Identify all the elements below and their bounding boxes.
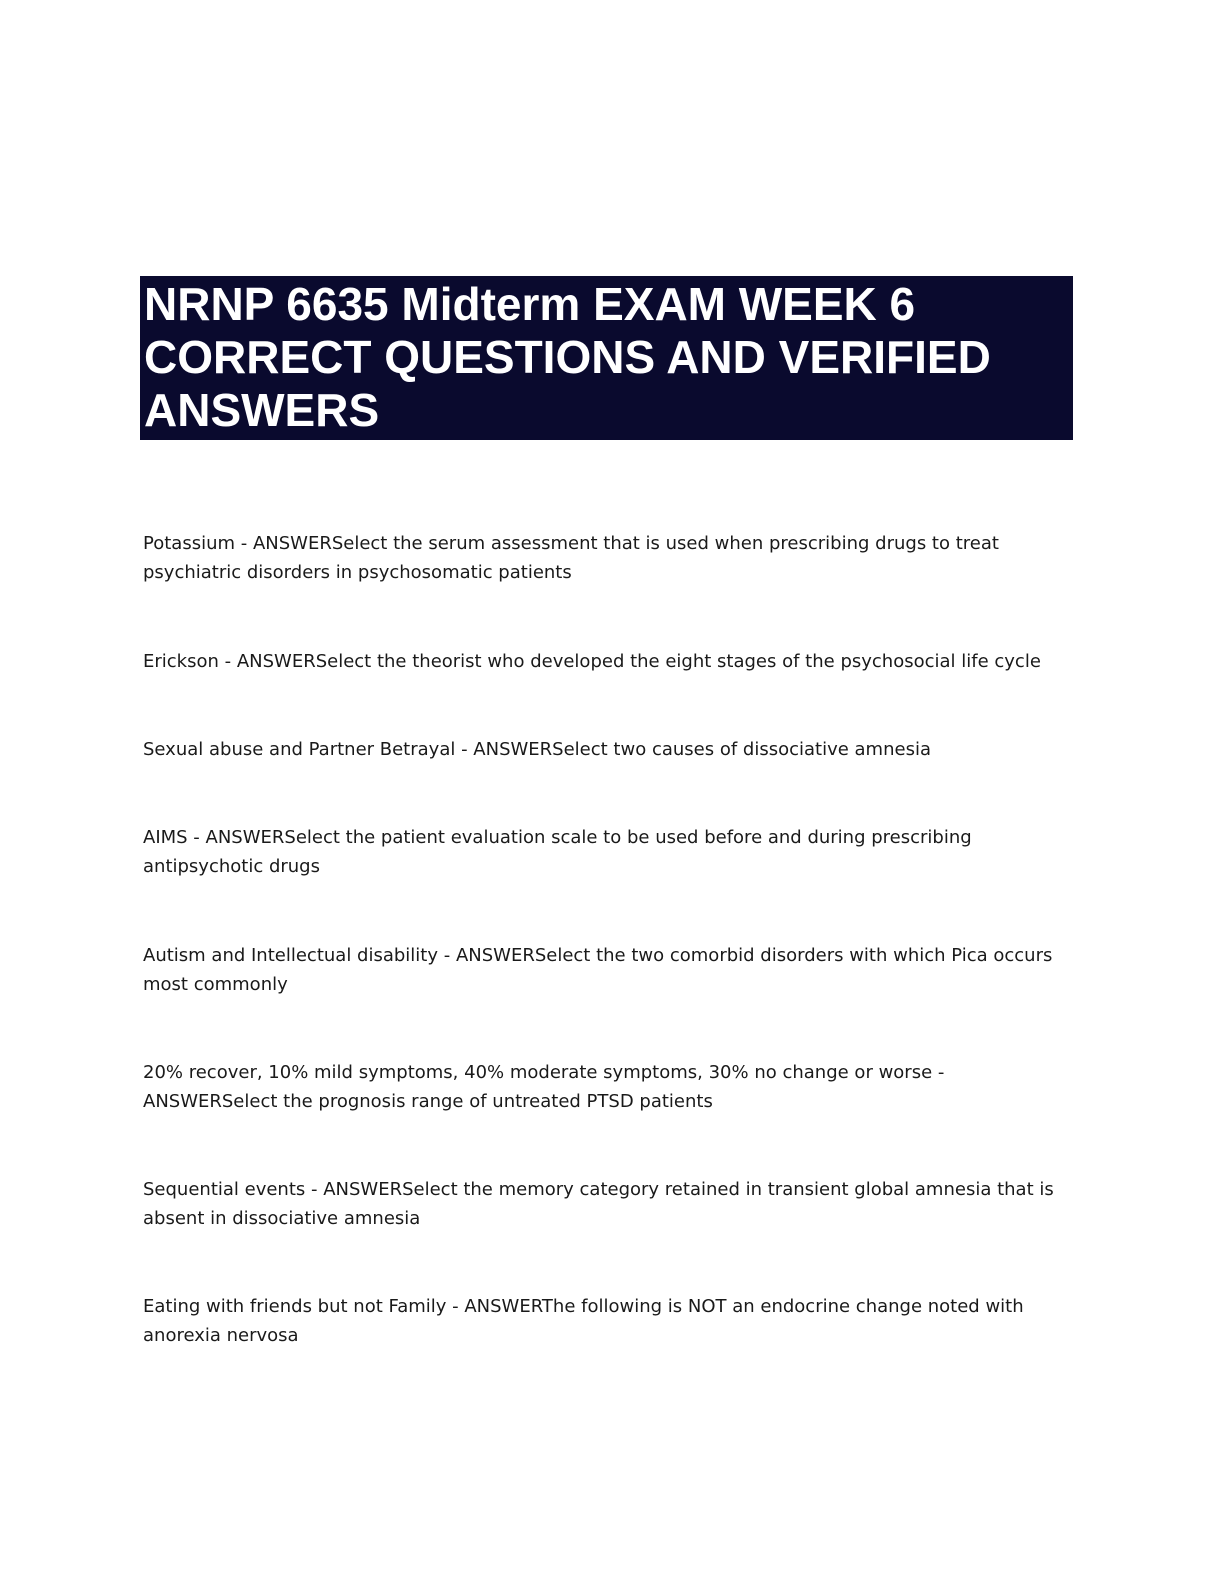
question-answer-list <box>143 529 1063 1350</box>
question-answer-item: Erickson - ANSWERSelect the theorist who developed the eight stages of the psychosocial life cycle <box>143 651 1041 672</box>
title-banner <box>140 276 1073 440</box>
document-title: NRNP 6635 Midterm EXAM WEEK 6 CORRECT QUESTIONS AND VERIFIED ANSWERS <box>144 278 991 436</box>
question-answer-item: Sequential events - ANSWERSelect the memory category retained in transient global amnesia that is absent in dissociative amnesia <box>143 1179 1054 1229</box>
question-answer-item: 20% recover, 10% mild symptoms, 40% moderate symptoms, 30% no change or worse - ANSWERSelect the prognosis range of untreated PTSD patients <box>143 1062 945 1112</box>
question-answer-item: AIMS - ANSWERSelect the patient evaluation scale to be used before and during prescribing antipsychotic drugs <box>143 827 972 877</box>
question-answer-item: Eating with friends but not Family - ANSWERThe following is NOT an endocrine change noted with anorexia nervosa <box>143 1296 1024 1346</box>
question-answer-item: Autism and Intellectual disability - ANSWERSelect the two comorbid disorders with which Pica occurs most commonly <box>143 945 1053 995</box>
question-answer-item: Sexual abuse and Partner Betrayal - ANSWERSelect two causes of dissociative amnesia <box>143 739 931 760</box>
question-answer-item: Potassium - ANSWERSelect the serum assessment that is used when prescribing drugs to treat psychiatric disorders in psychosomatic patients <box>143 533 999 583</box>
